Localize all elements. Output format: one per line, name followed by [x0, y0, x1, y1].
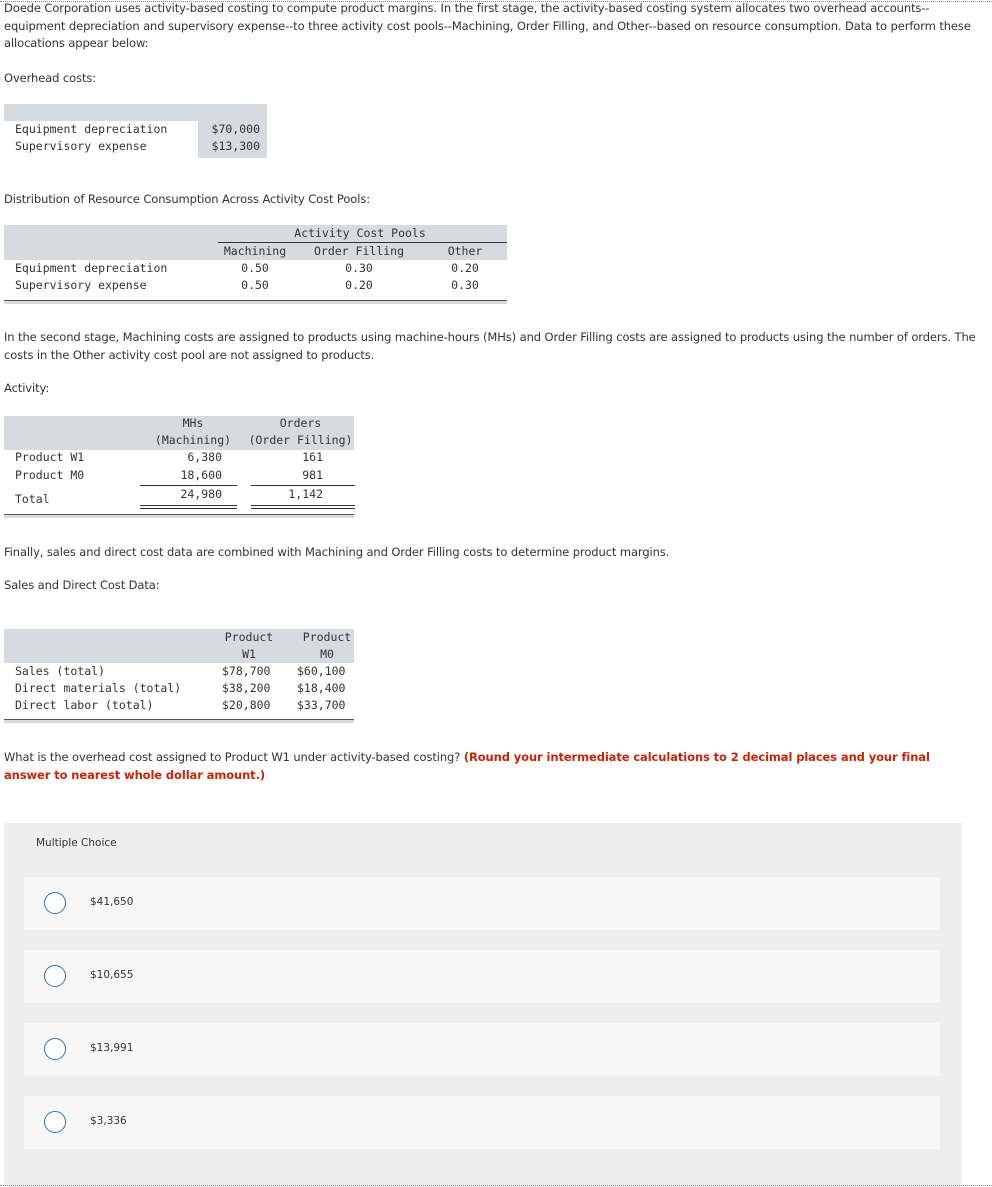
overhead-table-header-bar — [4, 104, 267, 121]
activity-cell: 981 — [302, 468, 323, 482]
radio-button[interactable] — [44, 892, 66, 914]
activity-col-header: (Order Filling) — [248, 433, 353, 447]
overhead-row-label: Supervisory expense — [15, 139, 147, 153]
distribution-cell: 0.30 — [451, 278, 479, 292]
sales-cell: $60,100 — [297, 664, 346, 678]
intro-paragraph: Doede Corporation uses activity-based costing to compute product margins. In the first stage, the activity-based costing system allocates two overhead accounts--equipment depreciation and supervisory expense--to three activity cost pools--Machining, Order Filling, and Other--based on resource consumption. Data to perform these allocations appear below: — [4, 1, 971, 50]
activity-total-label: Total — [15, 492, 50, 506]
distribution-group-header: Activity Cost Pools — [294, 226, 426, 240]
sales-cell: $20,800 — [222, 698, 271, 712]
activity-col-header: (Machining) — [154, 433, 232, 447]
activity-cell: 18,600 — [180, 468, 222, 482]
radio-button[interactable] — [44, 1038, 66, 1060]
activity-total-cell: 24,980 — [180, 487, 222, 501]
activity-col-header: Orders — [279, 416, 322, 430]
question-text — [4, 749, 979, 784]
distribution-col-header: Order Filling — [313, 244, 404, 258]
choice-option-4[interactable] — [24, 1096, 940, 1149]
question-instruction: (Round your intermediate calculations to 2 decimal places and your final answer to nearest whole dollar amount.) — [4, 750, 930, 782]
activity-heading: Activity: — [4, 381, 50, 395]
distribution-row-label: Equipment depreciation — [15, 261, 168, 275]
distribution-heading: Distribution of Resource Consumption Across Activity Cost Pools: — [4, 192, 370, 206]
choice-label: $3,336 — [90, 1115, 127, 1127]
overhead-row-value: $70,000 — [211, 122, 260, 136]
activity-row-label: Product W1 — [15, 450, 85, 464]
activity-total-cell: 1,142 — [288, 487, 323, 501]
sales-row-label: Direct materials (total) — [15, 681, 182, 695]
sales-col-header: Product — [302, 630, 352, 644]
sales-col-header: W1 — [242, 647, 256, 661]
bottom-divider — [0, 1185, 992, 1186]
activity-cell: 6,380 — [187, 450, 222, 464]
distribution-cell: 0.20 — [345, 278, 373, 292]
overhead-row-value: $13,300 — [211, 139, 260, 153]
distribution-cell: 0.50 — [241, 278, 269, 292]
choice-label: $13,991 — [90, 1042, 134, 1054]
choice-option-1[interactable] — [24, 877, 940, 930]
activity-col-header: MHs — [182, 416, 204, 430]
distribution-cell: 0.20 — [451, 261, 479, 275]
radio-button[interactable] — [44, 1111, 66, 1133]
question-prompt: What is the overhead cost assigned to Product W1 under activity-based costing? — [4, 750, 464, 764]
sales-row-label: Direct labor (total) — [15, 698, 154, 712]
sales-row-label: Sales (total) — [15, 664, 106, 678]
choice-label: $41,650 — [90, 896, 134, 908]
sales-col-header: M0 — [320, 647, 334, 661]
sales-cell: $78,700 — [222, 664, 271, 678]
distribution-cell: 0.30 — [345, 261, 373, 275]
distribution-col-header: Other — [447, 244, 483, 258]
overhead-heading: Overhead costs: — [4, 71, 97, 85]
sales-cell: $38,200 — [222, 681, 271, 695]
sales-heading: Sales and Direct Cost Data: — [4, 578, 160, 592]
activity-row-label: Product M0 — [15, 468, 85, 482]
sales-cell: $18,400 — [297, 681, 346, 695]
sales-col-header: Product — [224, 630, 274, 644]
overhead-row-label: Equipment depreciation — [15, 122, 168, 136]
finally-paragraph: Finally, sales and direct cost data are combined with Machining and Order Filling costs to determine product margins. — [4, 545, 670, 559]
choice-option-2[interactable] — [24, 950, 940, 1003]
distribution-cell: 0.50 — [241, 261, 269, 275]
sales-cell: $33,700 — [297, 698, 346, 712]
choice-label: $10,655 — [90, 969, 134, 981]
distribution-row-label: Supervisory expense — [15, 278, 147, 292]
activity-cell: 161 — [302, 450, 323, 464]
stage2-paragraph: In the second stage, Machining costs are assigned to products using machine-hours (MHs) and Order Filling costs are assigned to products using the number of orders. The costs in the Other activity cost pool are not assigned to products. — [4, 330, 976, 362]
choice-option-3[interactable] — [24, 1023, 940, 1076]
multiple-choice-title: Multiple Choice — [36, 837, 117, 849]
radio-button[interactable] — [44, 965, 66, 987]
distribution-col-header: Machining — [223, 244, 287, 258]
